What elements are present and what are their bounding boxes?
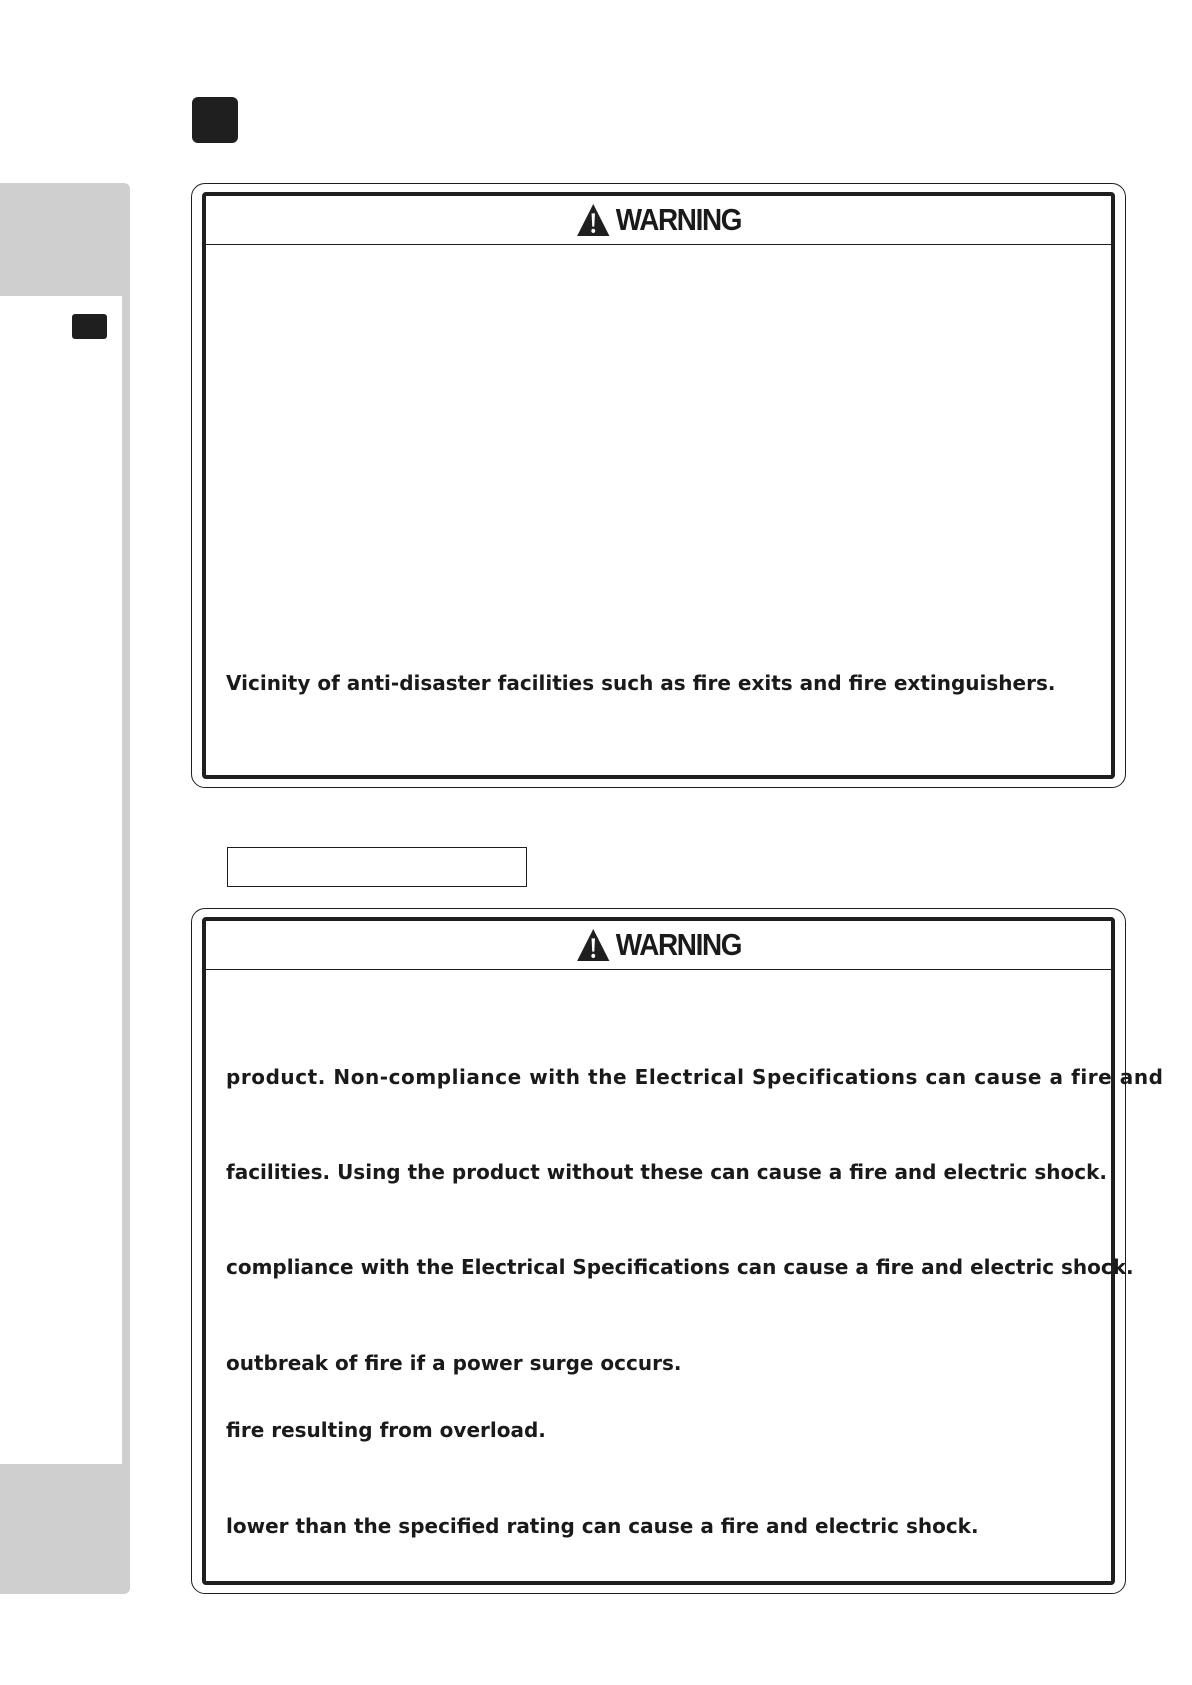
warning-box-2-line-3: compliance with the Electrical Specifications can cause a fire and electric shock. <box>226 1255 1134 1279</box>
warning-triangle-icon <box>576 928 610 962</box>
side-chapter-marker <box>72 314 107 339</box>
warning-box-2-line-5: fire resulting from overload. <box>226 1418 546 1442</box>
warning-box-2-title <box>576 927 741 963</box>
side-tab-top <box>0 183 130 296</box>
warning-box-2-header <box>206 921 1111 970</box>
warning-triangle-icon <box>576 203 610 237</box>
warning-box-2-frame <box>202 917 1164 1585</box>
warning-box-2-line-2: facilities. Using the product without these can cause a fire and electric shock. <box>226 1160 1108 1184</box>
warning-box-1-title <box>576 202 741 238</box>
side-tab-strip <box>0 296 130 1464</box>
warning-box-2 <box>191 908 1164 1594</box>
section-label-box <box>227 847 527 887</box>
section-marker <box>192 97 238 143</box>
warning-box-1 <box>191 183 1126 788</box>
warning-box-1-line-1: Vicinity of anti-disaster facilities such as fire exits and fire extinguishers. <box>226 671 1056 695</box>
warning-box-2-line-4: outbreak of fire if a power surge occurs. <box>226 1351 682 1375</box>
side-tab-bottom <box>0 1464 130 1594</box>
warning-box-1-title-text: WARNING <box>615 202 741 237</box>
warning-box-2-title-text: WARNING <box>615 927 741 962</box>
warning-box-1-header <box>206 196 1111 245</box>
warning-box-2-line-6: lower than the specified rating can cause a fire and electric shock. <box>226 1514 979 1538</box>
warning-box-1-frame <box>202 192 1115 779</box>
warning-box-2-line-1: product. Non-compliance with the Electrical Specifications can cause a fire and <box>226 1065 1164 1089</box>
